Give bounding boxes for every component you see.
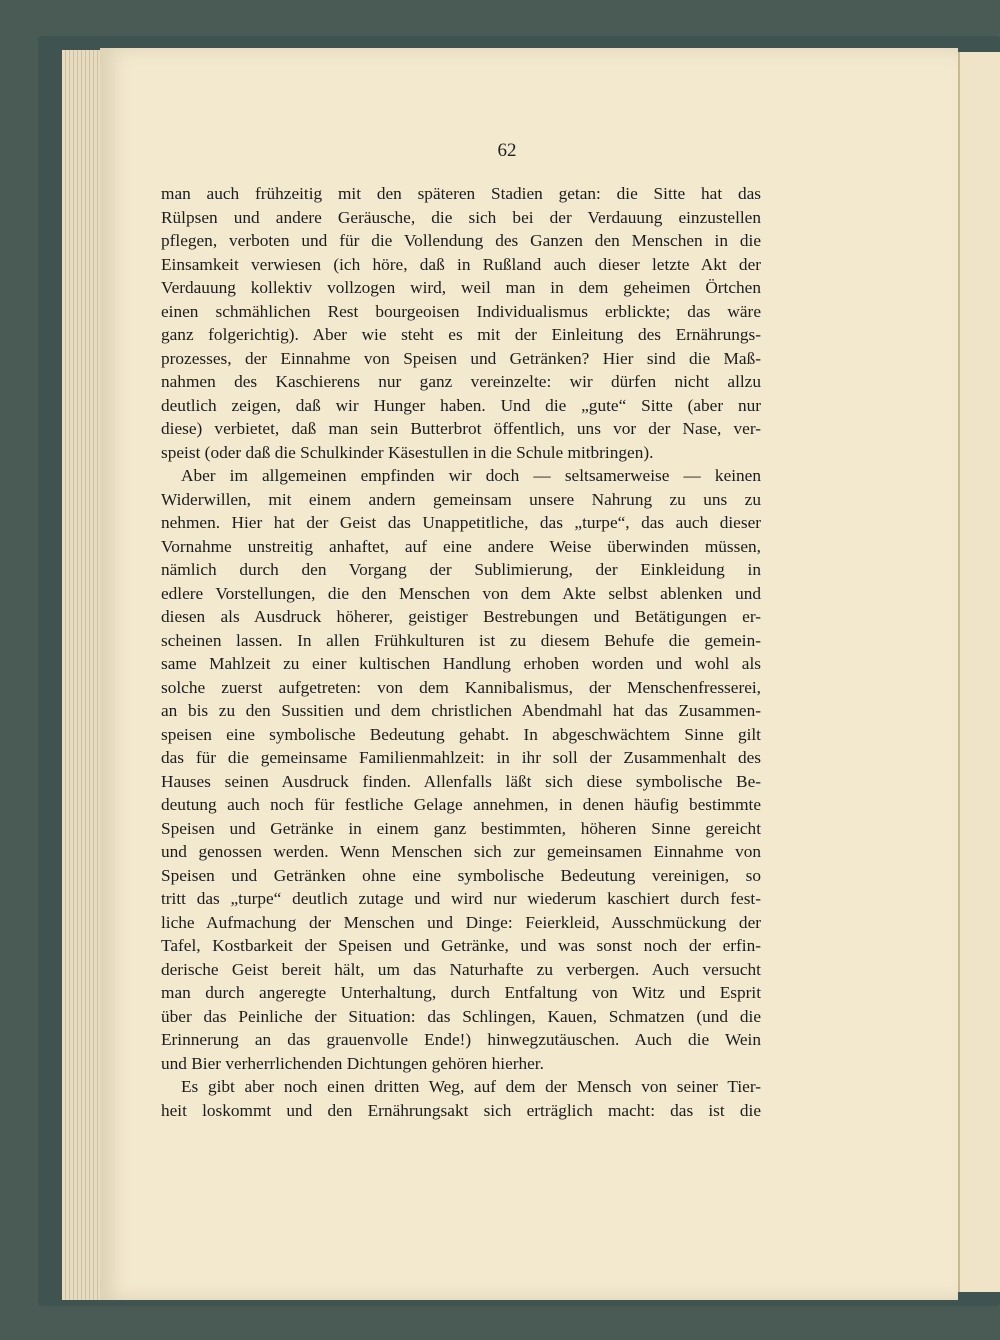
text-line: deutung auch noch für festliche Gelage annehmen, in denen häufig bestimmte (161, 795, 761, 814)
text-line: Speisen und Getränke in einem ganz bestimmten, höheren Sinne gereicht (161, 818, 761, 838)
text-line: scheinen lassen. In allen Frühkulturen ist zu diesem Behufe die gemein- (161, 630, 761, 650)
text-line: Widerwillen, mit einem andern gemeinsam unsere Nahrung zu uns zu (161, 489, 761, 509)
text-line: Rülpsen und andere Geräusche, die sich bei der Verdauung einzustellen (161, 207, 761, 227)
text-line: derische Geist bereit hält, um das Naturhafte zu verbergen. Auch versucht (161, 959, 761, 979)
text-line: speisen eine symbolische Bedeutung gehabt. In abgeschwächtem Sinne gilt (161, 724, 761, 744)
text-line: Speisen und Getränken ohne eine symbolische Bedeutung vereinigen, so (161, 865, 761, 885)
text-line: nahmen des Kaschierens nur ganz vereinzelte: wir dürfen nicht allzu (161, 372, 761, 391)
text-line: ganz folgerichtig). Aber wie steht es mit der Einleitung des Ernährungs- (161, 325, 761, 344)
text-line: liche Aufmachung der Menschen und Dinge: Feierkleid, Ausschmückung der (161, 912, 761, 932)
text-line: Einsamkeit verwiesen (ich höre, daß in Rußland auch dieser letzte Akt der (161, 254, 761, 274)
text-line: Es gibt aber noch einen dritten Weg, auf dem der Mensch von seiner Tier- (181, 1077, 761, 1096)
text-line: prozesses, der Einnahme von Speisen und Getränken? Hier sind die Maß- (161, 348, 761, 368)
page-number: 62 (497, 140, 517, 161)
text-line: über das Peinliche der Situation: das Schlingen, Kauen, Schmatzen (und die (161, 1006, 761, 1026)
text-line: und genossen werden. Wenn Menschen sich zur gemeinsamen Einnahme von (161, 842, 761, 861)
text-line: man durch angeregte Unterhaltung, durch Entfaltung von Witz und Esprit (161, 983, 761, 1002)
text-line: same Mahlzeit zu einer kultischen Handlung erhoben worden und wohl als (161, 654, 761, 673)
text-line: pflegen, verboten und für die Vollendung des Ganzen den Menschen in die (161, 231, 761, 250)
text-line: edlere Vorstellungen, die den Menschen von dem Akte selbst ablenken und (161, 583, 761, 603)
text-line: solche zuerst aufgetreten: von dem Kannibalismus, der Menschenfresserei, (161, 677, 761, 697)
text-line: tritt das „turpe“ deutlich zutage und wird nur wiederum kaschiert durch fest- (161, 889, 761, 908)
text-line: Tafel, Kostbarkeit der Speisen und Getränke, und was sonst noch der erfin- (161, 936, 761, 955)
text-line: an bis zu den Sussitien und dem christlichen Abendmahl hat das Zusammen- (161, 701, 761, 720)
text-line: das für die gemeinsame Familienmahlzeit: in ihr soll der Zusammenhalt des (161, 748, 761, 767)
text-line: Verdauung kollektiv vollzogen wird, weil man in dem geheimen Örtchen (161, 278, 761, 297)
body-text (161, 182, 761, 1122)
text-line: einen schmählichen Rest bourgeoisen Individualismus erblickte; das wäre (161, 301, 761, 321)
text-line: nehmen. Hier hat der Geist das Unappetitliche, das „turpe“, das auch dieser (161, 513, 761, 532)
text-line: nämlich durch den Vorgang der Sublimierung, der Einkleidung in (161, 560, 761, 579)
text-line: speist (oder daß die Schulkinder Käsestullen in die Schule mitbringen). (161, 442, 654, 462)
paragraph (161, 1075, 761, 1122)
text-line: deutlich zeigen, daß wir Hunger haben. Und die „gute“ Sitte (aber nur (161, 395, 761, 415)
text-line: diesen als Ausdruck höherer, geistiger Bestrebungen und Betätigungen er- (161, 607, 761, 626)
text-line: Hauses seinen Ausdruck finden. Allenfalls läßt sich diese symbolische Be- (161, 771, 761, 791)
adjacent-page (958, 52, 1000, 1292)
text-line: diese) verbietet, daß man sein Butterbrot öffentlich, uns vor der Nase, ver- (161, 419, 761, 438)
text-line: Erinnerung an das grauenvolle Ende!) hinwegzutäuschen. Auch die Wein (161, 1030, 761, 1049)
text-line: Aber im allgemeinen empfinden wir doch — seltsamerweise — keinen (181, 466, 761, 485)
paragraph (161, 182, 761, 464)
text-line: und Bier verherrlichenden Dichtungen gehören hierher. (161, 1053, 544, 1073)
paragraph (161, 464, 761, 1075)
text-line: Vornahme unstreitig anhaftet, auf eine andere Weise überwinden müssen, (161, 536, 761, 556)
text-line: heit loskommt und den Ernährungsakt sich erträglich macht: das ist die (161, 1100, 761, 1120)
text-line: man auch frühzeitig mit den späteren Stadien getan: die Sitte hat das (161, 184, 761, 203)
